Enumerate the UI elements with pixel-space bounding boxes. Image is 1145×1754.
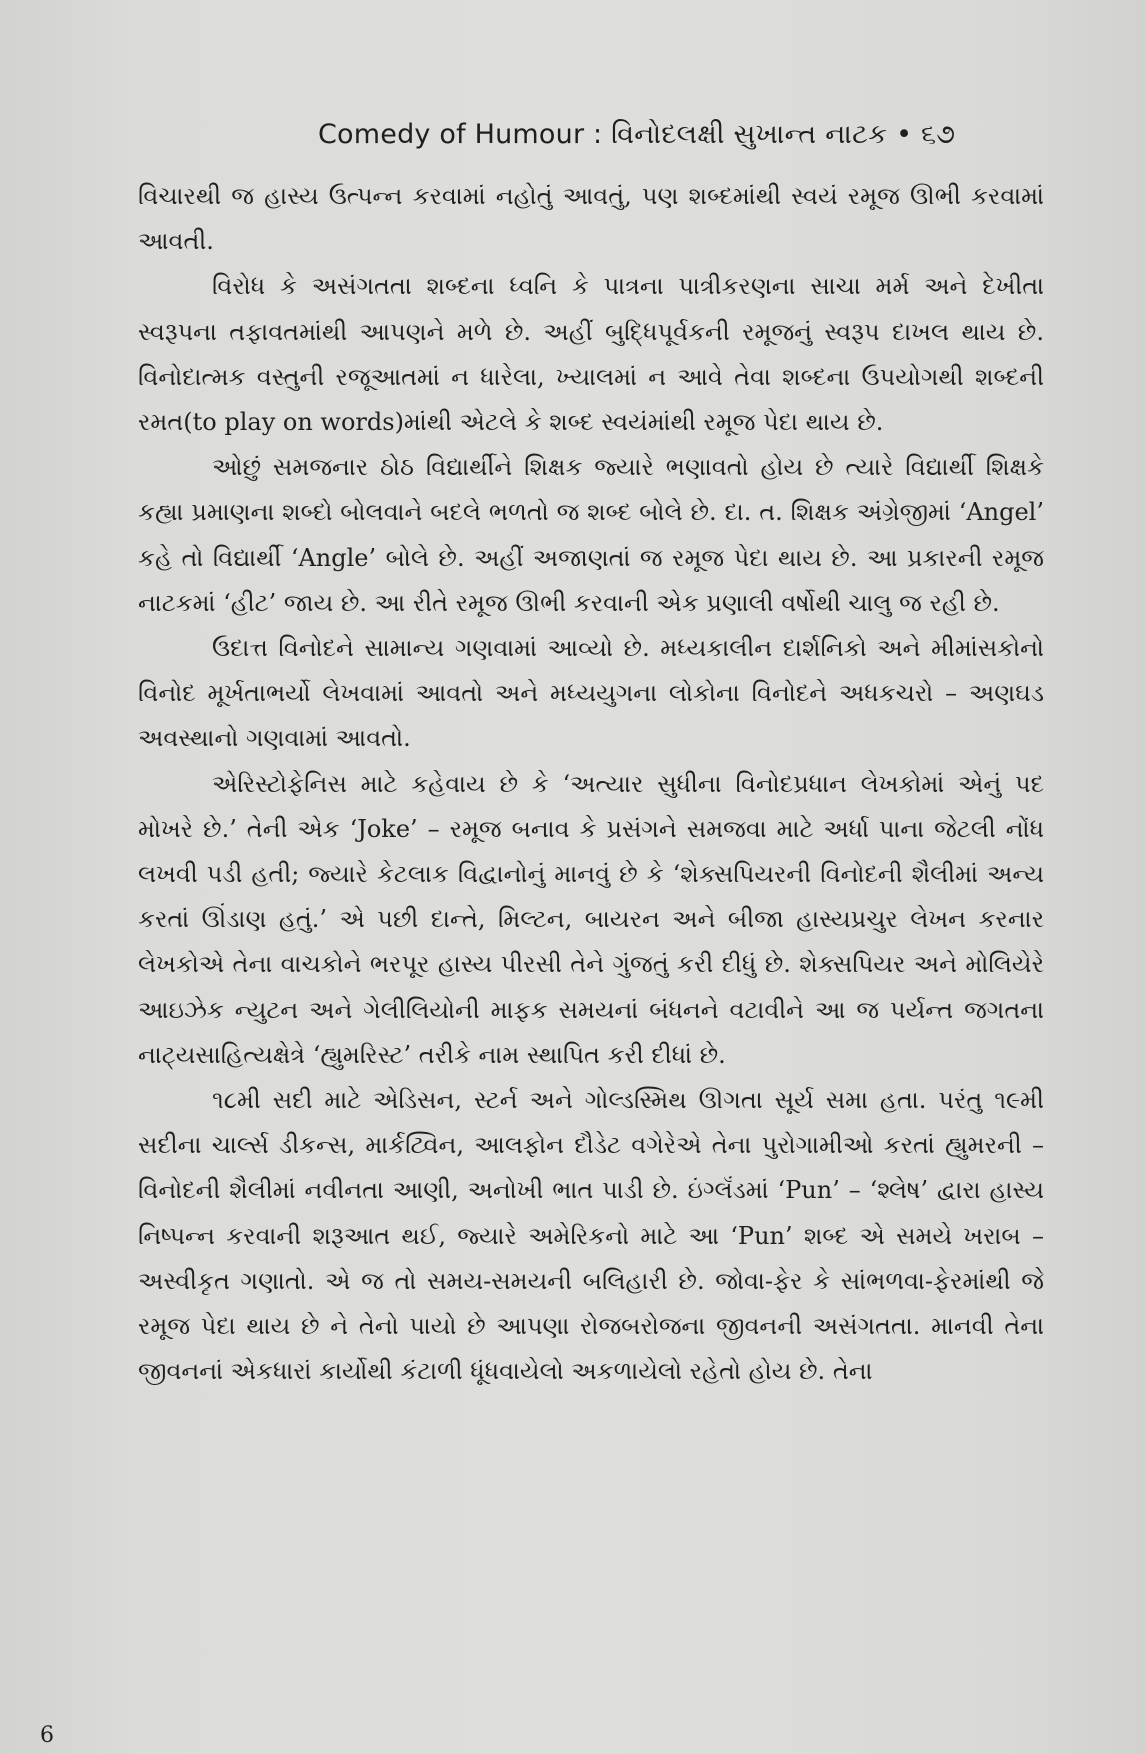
running-header: Comedy of Humour : વિનોદલક્ષી સુખાન્ત નાટક • ૬૭ — [318, 119, 956, 150]
paragraph: વિરોધ કે અસંગતતા શબ્દના ધ્વનિ કે પાત્રના પાત્રીકરણના સાચા મર્મ અને દેખીતા સ્વરૂપના તફાવતમાંથી આપણને મળે છે. અહીં બુદ્ધિપૂર્વકની રમૂજનું સ્વરૂપ દાખલ થાય છે. વિનોદાત્મક વસ્તુની રજૂઆતમાં ન ધારેલા, ખ્યાલમાં ન આવે તેવા શબ્દના ઉપયોગથી શબ્દની રમત(to play on words)માંથી એટલે કે શબ્દ સ્વયંમાંથી રમૂજ પેદા થાય છે. — [138, 272, 1044, 437]
paragraph: ઉદાત્ત વિનોદને સામાન્ય ગણવામાં આવ્યો છે. મધ્યકાલીન દાર્શનિકો અને મીમાંસકોનો વિનોદ મૂર્ખતાભર્યો લેખવામાં આવતો અને મધ્યયુગના લોકોના વિનોદને અધકચરો – અણઘડ અવસ્થાનો ગણવામાં આવતો. — [138, 634, 1044, 753]
paragraph: ઓછું સમજનાર ઠોઠ વિદ્યાર્થીને શિક્ષક જ્યારે ભણાવતો હોય છે ત્યારે વિદ્યાર્થી શિક્ષકે કહ્યા પ્રમાણના શબ્દો બોલવાને બદલે ભળતો જ શબ્દ બોલે છે. દા. ત. શિક્ષક અંગ્રેજીમાં ‘Angel’ કહે તો વિદ્યાર્થી ‘Angle’ બોલે છે. અહીં અજાણતાં જ રમૂજ પેદા થાય છે. આ પ્રકારની રમૂજ નાટકમાં ‘હીટ’ જાય છે. આ રીતે રમૂજ ઊભી કરવાની એક પ્રણાલી વર્ષોથી ચાલુ જ રહી છે. — [138, 453, 1044, 617]
paragraph: ૧૮મી સદી માટે એડિસન, સ્ટર્ન અને ગોલ્ડસ્મિથ ઊગતા સૂર્ય સમા હતા. પરંતુ ૧૯મી સદીના ચાર્લ્સ ડીકન્સ, માર્કટ્વિન, આલફોન દૌડેટ વગેરેએ તેના પુરોગામીઓ કરતાં હ્યુમરની – વિનોદની શૈલીમાં નવીનતા આણી, અનોખી ભાત પાડી છે. ઇંગ્લૅંડમાં ‘Pun’ – ‘શ્લેષ’ દ્વારા હાસ્ય નિષ્પન્ન કરવાની શરૂઆત થઈ, જ્યારે અમેરિકનો માટે આ ‘Pun’ શબ્દ એ સમયે ખરાબ – અસ્વીકૃત ગણાતો. એ જ તો સમય-સમયની બલિહારી છે. જોવા-ફેર કે સાંભળવા-ફેરમાંથી જે રમૂજ પેદા થાય છે ને તેનો પાયો છે આપણા રોજબરોજના જીવનની અસંગતતા. માનવી તેના જીવનનાં એકધારાં કાર્યોથી કંટાળી ધૂંધવાયેલો અકળાયેલો રહેતો હોય છે. તેના — [138, 1086, 1044, 1386]
page-number: 6 — [40, 1723, 54, 1748]
paragraph: વિચારથી જ હાસ્ય ઉત્પન્ન કરવામાં નહોતું આવતું, પણ શબ્દમાંથી સ્વયં રમૂજ ઊભી કરવામાં આવતી. — [138, 182, 1044, 256]
paragraph: એરિસ્ટોફેનિસ માટે કહેવાય છે કે ‘અત્યાર સુધીના વિનોદપ્રધાન લેખકોમાં એનું પદ મોખરે છે.’ તેની એક ‘Joke’ – રમૂજ બનાવ કે પ્રસંગને સમજવા માટે અર્ધા પાના જેટલી નોંધ લખવી પડી હતી; જ્યારે કેટલાક વિદ્વાનોનું માનવું છે કે ‘શેક્સપિયરની વિનોદની શૈલીમાં અન્ય કરતાં ઊંડાણ હતું.’ એ પછી દાન્તે, મિલ્ટન, બાયરન અને બીજા હાસ્યપ્રચુર લેખન કરનાર લેખકોએ તેના વાચકોને ભરપૂર હાસ્ય પીરસી તેને ગુંજતું કરી દીધું છે. શેક્સપિયર અને મોલિયેરે આઇઝેક ન્યુટન અને ગેલીલિયોની માફક સમયનાં બંધનને વટાવીને આ જ પર્યન્ત જગતના નાટ્યસાહિત્યક્ષેત્રે ‘હ્યુમરિસ્ટ’ તરીકે નામ સ્થાપિત કરી દીધાં છે. — [138, 769, 1044, 1069]
page-body — [138, 174, 1044, 1394]
